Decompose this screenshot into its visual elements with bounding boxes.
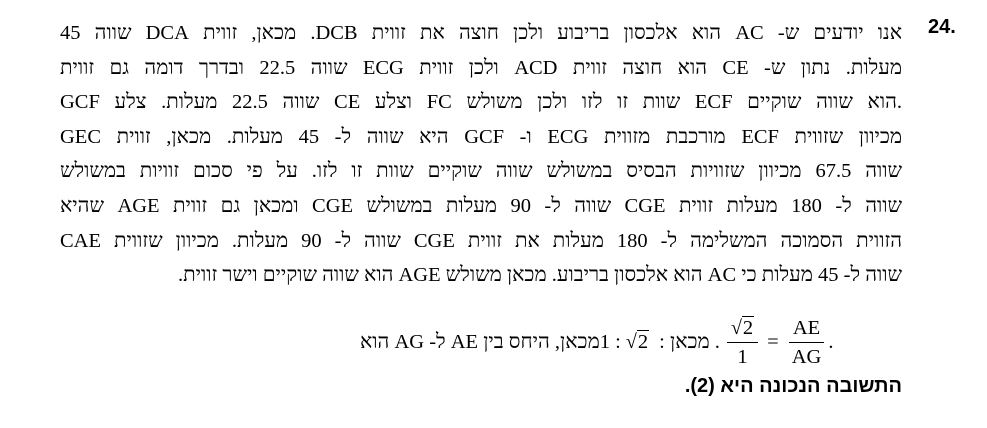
ratio-conclusion: . מכאן : [659, 330, 720, 353]
fraction-numerator [727, 316, 758, 343]
paragraph-line: מכיוון שזווית ECF מורכבת מזווית ECG ו- GCF היא שווה ל- 45 מעלות. מכאן, זווית GEC [60, 125, 902, 148]
fraction-sqrt2-over-1 [727, 316, 758, 369]
ratio-sqrt [626, 330, 649, 353]
final-answer: התשובה הנכונה היא (2). [684, 375, 902, 397]
question-number: 24. [928, 16, 956, 38]
fraction-denominator: AG [791, 345, 822, 368]
paragraph-line: הזווית הסמוכה המשלימה ל- 180 מעלות את זווית CGE שווה ל- 90 מעלות. מכיוון שזווית CAE [60, 229, 902, 252]
fraction-ae-over-ag [788, 316, 826, 369]
solution-paragraph [60, 16, 902, 293]
sqrt-symbol: √ [625, 331, 637, 353]
frac-right-radicand: 2 [742, 316, 754, 339]
equation-end-dot: . [828, 330, 834, 353]
equals-sign: = [767, 330, 779, 353]
ratio-left: 1 : [599, 331, 621, 353]
fraction-denominator: 1 [737, 345, 748, 368]
ratio-equation-row [360, 312, 902, 372]
ratio-expression [600, 330, 649, 354]
paragraph-line: אנו יודעים ש- AC הוא אלכסון בריבוע ולכן חוצה את זווית DCB. מכאן, זווית DCA שווה 45 [60, 22, 902, 44]
sqrt-symbol: √ [730, 316, 742, 339]
fraction-numerator: AE [789, 316, 824, 343]
ratio-sqrt-radicand: 2 [637, 331, 649, 353]
paragraph-line: שווה ל- 180 מעלות זווית CGE שווה ל- 90 מעלות במשולש CGE ומכאן גם זווית AGE שהיא [60, 194, 902, 217]
paragraph-line: שווה 67.5 מכיוון שזוויות הבסיס במשולש שווה שוקיים שוות זו לזו. על פי סכום זוויות במשולש [60, 160, 902, 183]
paragraph-line: מעלות. נתון ש- CE הוא חוצה זווית ACD ולכן זווית ECG שווה 22.5 ובדרך דומה גם זווית [60, 56, 902, 79]
ratio-intro-text: מכאן, היחס בין AE ל- AG הוא [360, 330, 600, 353]
paragraph-line: שווה ל- 45 מעלות כי AC הוא אלכסון בריבוע. מכאן משולש AGE הוא שווה שוקיים וישר זווית. [178, 264, 902, 287]
paragraph-line: GCF שווה 22.5 מעלות. צלע CE וצלע FC שוות זו לזו ולכן משולש ECF הוא שווה שוקיים. [60, 91, 902, 114]
